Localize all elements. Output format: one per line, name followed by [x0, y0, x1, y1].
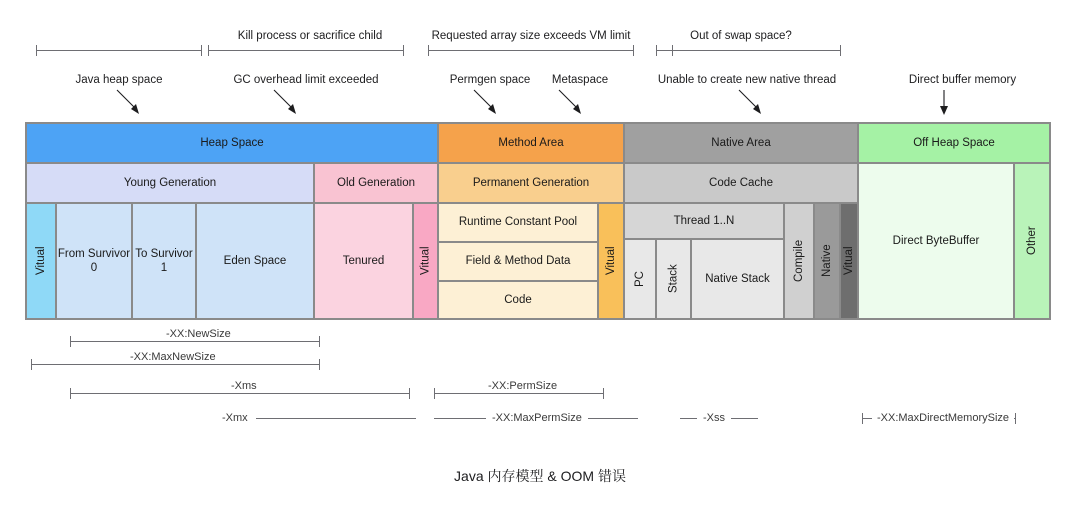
arrow-gc-overhead — [272, 88, 302, 116]
region-tenured: Tenured — [314, 203, 413, 319]
param-xss: -Xss — [697, 412, 731, 424]
bracket-permsize-right — [603, 388, 604, 399]
label-requested-array: Requested array size exceeds VM limit — [431, 30, 631, 42]
bracket-native-thread-mid — [672, 45, 673, 56]
region-heap-space: Heap Space — [26, 123, 438, 163]
bracket-gc-overhead — [208, 50, 404, 51]
label-unable-create-thread: Unable to create new native thread — [657, 74, 837, 86]
bracket-permgen-right — [633, 45, 634, 56]
label-out-of-swap: Out of swap space? — [690, 30, 792, 42]
label-permgen-space: Permgen space — [449, 74, 531, 86]
region-young-generation: Young Generation — [26, 163, 314, 203]
bracket-newsize-right — [319, 336, 320, 347]
region-field-method-data: Field & Method Data — [438, 242, 598, 281]
bracket-permsize — [434, 393, 604, 394]
region-off-heap-space: Off Heap Space — [858, 123, 1050, 163]
bracket-permsize-left — [434, 388, 435, 399]
bracket-java-heap-right — [201, 45, 202, 56]
arrow-direct-buffer — [937, 88, 951, 116]
bracket-java-heap-left — [36, 45, 37, 56]
bracket-maxdirect-right — [1015, 413, 1016, 424]
region-eden-space: Eden Space — [196, 203, 314, 319]
bracket-maxdirect-left — [862, 413, 863, 424]
bracket-xms-left — [70, 388, 71, 399]
region-old-virtual: Vitual — [413, 203, 438, 319]
region-young-virtual: Vitual — [26, 203, 56, 319]
param-newsize: -XX:NewSize — [160, 328, 237, 340]
region-from-survivor-0: From Survivor 0 — [56, 203, 132, 319]
arrow-metaspace — [557, 88, 587, 116]
arrow-java-heap — [115, 88, 145, 116]
region-native-area: Native Area — [624, 123, 858, 163]
param-maxdirectmemorysize: -XX:MaxDirectMemorySize — [872, 412, 1014, 424]
param-xms: -Xms — [225, 380, 263, 392]
region-other: Other — [1014, 163, 1050, 319]
region-direct-bytebuffer: Direct ByteBuffer — [858, 163, 1014, 319]
bracket-native-thread-right — [840, 45, 841, 56]
bracket-xmx — [256, 418, 416, 419]
bracket-gc-overhead-left — [208, 45, 209, 56]
bracket-maxnewsize-right — [319, 359, 320, 370]
bracket-xms — [70, 393, 410, 394]
arrow-native-thread — [737, 88, 767, 116]
bracket-newsize-left — [70, 336, 71, 347]
memory-model-diagram — [25, 122, 1051, 320]
region-thread-1-n: Thread 1..N — [624, 203, 784, 239]
bracket-xms-right — [409, 388, 410, 399]
region-pc: PC — [624, 239, 656, 319]
param-xmx: -Xmx — [222, 412, 248, 424]
label-metaspace: Metaspace — [551, 74, 609, 86]
bracket-maxnewsize-left — [31, 359, 32, 370]
region-stack: Stack — [656, 239, 691, 319]
arrow-permgen — [472, 88, 502, 116]
bracket-maxnewsize — [31, 364, 320, 365]
region-runtime-constant-pool: Runtime Constant Pool — [438, 203, 598, 242]
param-maxnewsize: -XX:MaxNewSize — [124, 351, 222, 363]
bracket-newsize — [70, 341, 320, 342]
region-native-virtual: Vitual — [840, 203, 858, 319]
region-old-generation: Old Generation — [314, 163, 438, 203]
bracket-native-thread-left — [656, 45, 657, 56]
region-code: Code — [438, 281, 598, 319]
bracket-permgen-metaspace — [428, 50, 634, 51]
bracket-permgen-left — [428, 45, 429, 56]
region-compile: Compile — [784, 203, 814, 319]
region-native: Native — [814, 203, 840, 319]
param-permsize: -XX:PermSize — [482, 380, 563, 392]
region-native-stack: Native Stack — [691, 239, 784, 319]
param-maxpermsize: -XX:MaxPermSize — [486, 412, 588, 424]
region-code-cache: Code Cache — [624, 163, 858, 203]
region-to-survivor-1: To Survivor 1 — [132, 203, 196, 319]
bracket-java-heap — [36, 50, 202, 51]
region-permanent-generation: Permanent Generation — [438, 163, 624, 203]
label-kill-process: Kill process or sacrifice child — [237, 30, 383, 42]
diagram-caption: Java 内存模型 & OOM 错误 — [454, 468, 626, 484]
region-method-area: Method Area — [438, 123, 624, 163]
label-direct-buffer-memory: Direct buffer memory — [908, 74, 1017, 86]
bracket-gc-overhead-right — [403, 45, 404, 56]
label-java-heap-space: Java heap space — [75, 74, 163, 86]
bracket-native-thread — [656, 50, 841, 51]
label-gc-overhead: GC overhead limit exceeded — [233, 74, 379, 86]
region-perm-virtual: Vitual — [598, 203, 624, 319]
